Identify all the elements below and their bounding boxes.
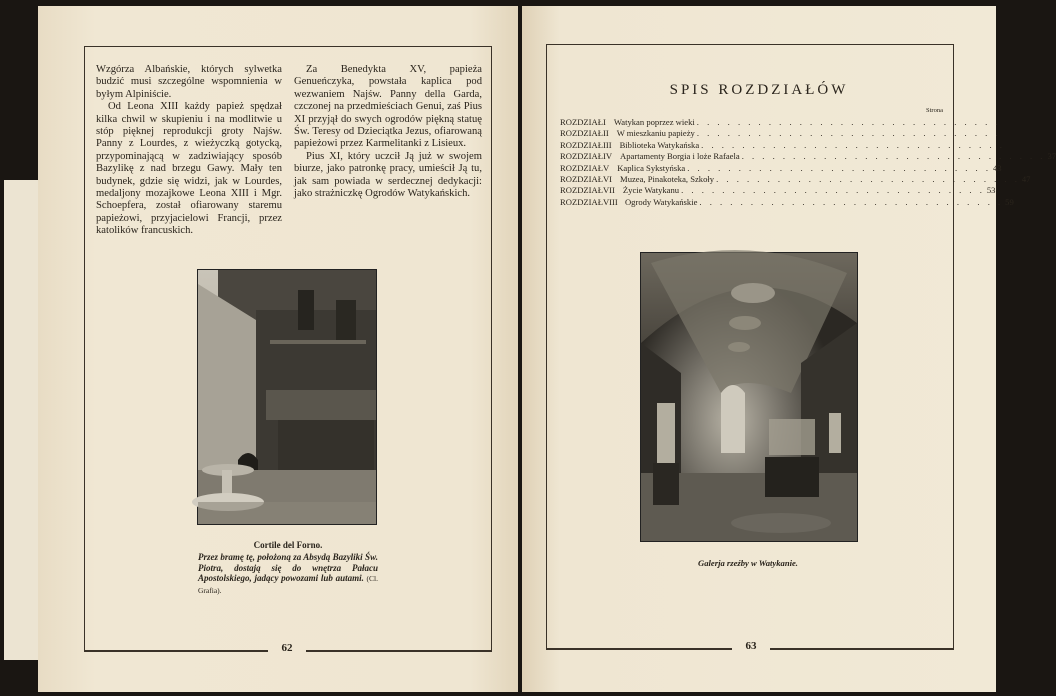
paragraph: Od Leona XIII każdy papież spędzał kilka chwil w skupieniu i na modlitwie u stóp pięknej reprodukcji groty Najśw. Panny z Lourdes, z wieżyczką gotycką, przypominającą w zadziwiający sposób Bazylikę z nad brzegu Gawy. Mały ten budynek, gdzie się widzi, jak w Lourdes, medaljony mozajkowe Leona XIII i Mgr. Schoepfera, został ofiarowany staremu papieżowi, przyjacielowi Francji, przez katolików francuskich. xyxy=(96,101,282,237)
toc-row[interactable]: ROZDZIAŁ V Kaplica Sykstyńska . . . . . . . . . . . . . . . . . . . . . . . . . . . . . . 43 xyxy=(560,162,1002,173)
left-text-column-2 xyxy=(294,64,482,200)
paragraph: Za Benedykta XV, papieża Genueńczyka, powstała kaplica pod wezwaniem Najśw. Panny della Garda, czczonej na przedmieściach Genui, zaś Pius XI przyjął do swych ogrodów piękną statuę Św. Teresy od Dzieciątka Jezus, ofiarowaną papieżowi przez Karmelitanki z Lisieux. xyxy=(294,64,482,150)
caption-credit: (Cl. Grafia). xyxy=(198,574,378,595)
book-edge xyxy=(4,180,38,660)
paragraph: Pius XI, który uczcił Ją już w swojem biurze, jako patronkę pracy, umieścił Ją tu, jak sam powiada w serdecznej dedykacji: jako strażniczkę Ogrodów Watykańskich. xyxy=(294,150,482,200)
toc-heading: SPIS ROZDZIAŁÓW xyxy=(669,82,849,98)
toc-row[interactable]: ROZDZIAŁ I Watykan poprzez wieki . . . . . . . . . . . . . . . . . . . . . . . . . . . . . . xyxy=(560,117,1001,127)
toc-row[interactable]: ROZDZIAŁ VI Muzea, Pinakoteka, Szkoły . . . . . . . . . . . . . . . . . . . . . . . . . . . . . . 47 xyxy=(560,173,1031,184)
left-bottom-rule-b xyxy=(306,650,492,652)
toc-row[interactable]: ROZDZIAŁ VII Życie Watykanu . . . . . . . . . . . . . . . . . . . . . . . . . . . . . . 53 xyxy=(560,185,996,196)
table-of-contents xyxy=(560,117,1056,208)
toc-row[interactable]: ROZDZIAŁ II W mieszkaniu papieży . . . . . . . . . . . . . . . . . . . . . . . . . . . . . . xyxy=(560,128,1001,139)
toc-row[interactable]: ROZDZIAŁ VIII Ogrody Watykańskie . . . . . . . . . . . . . . . . . . . . . . . . . . . . . . 59 xyxy=(560,196,1014,207)
left-page xyxy=(38,6,518,692)
toc-row[interactable]: ROZDZIAŁ IV Apartamenty Borgia i loże Rafaela . . . . . . . . . . . . . . . . . . . . . . . . . . . . . . 37 xyxy=(560,151,1056,162)
right-bottom-rule-b xyxy=(770,648,954,650)
paragraph: Wzgórza Albańskie, których sylwetka budzić musi szczególne wspomnienia w byłym Alpiniście. xyxy=(96,64,282,100)
toc-page-column-label: Strona xyxy=(926,107,943,114)
photo-caption-title: Cortile del Forno. xyxy=(253,540,323,550)
photo-caption: Galerja rzeźby w Watykanie. xyxy=(698,558,798,568)
left-page-number: 62 xyxy=(281,642,293,654)
cortile-del-forno-photo xyxy=(197,269,377,525)
sculpture-gallery-photo xyxy=(640,252,858,542)
caption-text: Przez bramę tę, położoną za Absydą Bazyliki Św. Piotra, dostają się do wnętrza Pałacu Apostolskiego, jadący powozami lub autami. xyxy=(198,552,378,583)
right-page-number: 63 xyxy=(745,640,757,652)
left-text-column-1 xyxy=(96,64,282,238)
toc-row[interactable]: ROZDZIAŁ III Biblioteka Watykańska . . . . . . . . . . . . . . . . . . . . . . . . . . . . . . xyxy=(560,139,1005,150)
right-bottom-rule-a xyxy=(546,648,732,650)
left-bottom-rule-a xyxy=(84,650,268,652)
photo-caption-text xyxy=(198,552,378,596)
right-page xyxy=(522,6,1056,692)
